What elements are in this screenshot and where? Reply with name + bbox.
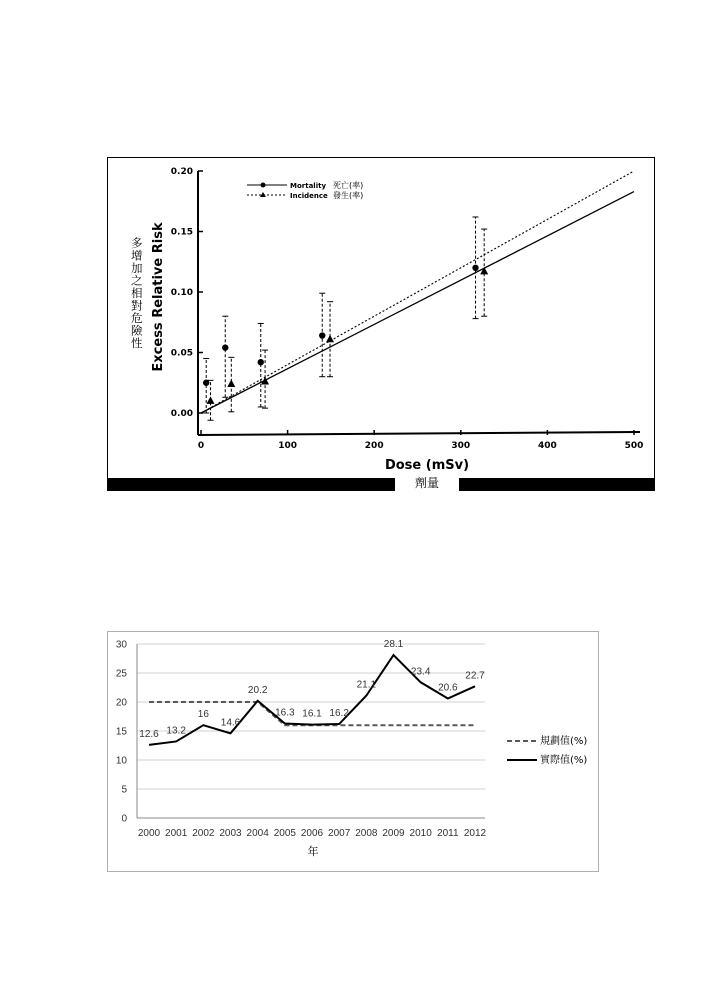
legend-planned-label: 規劃值(%): [540, 736, 588, 747]
y-label-cn-char: 相: [131, 286, 143, 300]
y-axis-title-cn: [131, 236, 143, 350]
actual-data-label: 23.4: [410, 666, 431, 678]
x-tick-label: 2000: [137, 828, 161, 839]
x-axis-label-cn: 劑量: [414, 476, 440, 490]
actual-data-label: 28.1: [383, 639, 404, 651]
x-tick-label: 2009: [382, 828, 405, 839]
x-tick-label: 2006: [300, 828, 324, 839]
y-tick-label: 5: [121, 784, 127, 796]
y-label-cn-char: 增: [131, 248, 143, 263]
y-tick-label: 20: [115, 697, 127, 709]
y-label-cn-char: 加: [131, 261, 143, 275]
mortality-point: [472, 265, 478, 271]
x-axis-title-year: 年: [307, 845, 319, 858]
x-tick-label: 2008: [355, 828, 378, 839]
y-label-cn-char: 對: [131, 298, 143, 313]
x-tick-label: 300: [451, 441, 471, 451]
x-axis-title: Dose (mSv): [384, 458, 470, 473]
legend-actual-label: 實際值(%): [540, 755, 588, 766]
actual-data-label: 20.2: [247, 684, 268, 696]
legend-incidence-label-cn: 發生(率): [333, 191, 364, 200]
x-tick-label: 2002: [192, 828, 215, 839]
actual-data-label: 22.7: [465, 670, 485, 682]
x-tick-label: 2003: [219, 828, 242, 839]
x-tick-label: 2005: [273, 828, 296, 839]
x-tick-label: 200: [364, 441, 384, 451]
y-tick-label: 0.20: [170, 167, 193, 177]
actual-data-label: 16.1: [302, 708, 322, 720]
y-tick-label: 0.00: [170, 409, 193, 419]
y-tick-label: 15: [115, 726, 127, 738]
risk-dose-chart-svg: [107, 157, 655, 491]
y-label-cn-char: 之: [131, 273, 143, 288]
y-axis-title: Excess Relative Risk: [151, 222, 166, 372]
actual-data-label: 16.2: [329, 708, 349, 720]
mortality-point: [258, 359, 264, 365]
x-tick-label: 0: [197, 441, 205, 451]
y-tick-label: 0.15: [170, 227, 193, 238]
actual-data-label: 13.2: [166, 725, 186, 737]
mortality-point: [319, 332, 325, 338]
x-tick-label: 500: [624, 441, 644, 451]
y-tick-label: 25: [115, 668, 127, 680]
x-tick-label: 400: [538, 441, 557, 451]
x-tick-label: 2001: [165, 828, 188, 839]
actual-data-label: 12.6: [139, 728, 159, 740]
legend-mortality-marker: [261, 183, 266, 188]
y-label-cn-char: 危: [131, 311, 143, 325]
x-tick-label: 2012: [463, 828, 487, 839]
x-tick-label: 100: [278, 441, 297, 451]
legend-mortality-label-cn: 死亡(率): [333, 181, 364, 190]
legend-incidence-label: Incidence: [290, 192, 328, 200]
y-tick-label: 0: [121, 813, 127, 825]
planned-vs-actual-chart-svg: [107, 631, 599, 872]
x-tick-label: 2011: [437, 828, 459, 839]
risk-dose-chart: [107, 157, 655, 491]
y-tick-label: 0.10: [170, 288, 193, 298]
y-tick-label: 0.05: [170, 348, 193, 359]
planned-vs-actual-chart: [107, 631, 599, 872]
y-tick-label: 10: [115, 755, 127, 767]
chart1-bottom-band: [107, 478, 655, 491]
x-tick-label: 2010: [409, 828, 432, 839]
actual-data-label: 14.6: [220, 717, 241, 729]
y-label-cn-char: 險: [131, 323, 143, 338]
y-tick-label: 30: [115, 639, 127, 651]
y-label-cn-char: 多: [131, 236, 143, 250]
y-label-cn-char: 性: [131, 336, 143, 350]
actual-data-label: 16.3: [275, 707, 295, 719]
legend-mortality-label: Mortality: [290, 182, 327, 190]
mortality-point: [222, 344, 228, 350]
actual-data-label: 16: [197, 709, 209, 721]
x-tick-label: 2007: [328, 828, 351, 839]
actual-data-label: 21.1: [356, 679, 377, 691]
x-tick-label: 2004: [246, 828, 269, 839]
actual-data-label: 20.6: [438, 682, 458, 694]
